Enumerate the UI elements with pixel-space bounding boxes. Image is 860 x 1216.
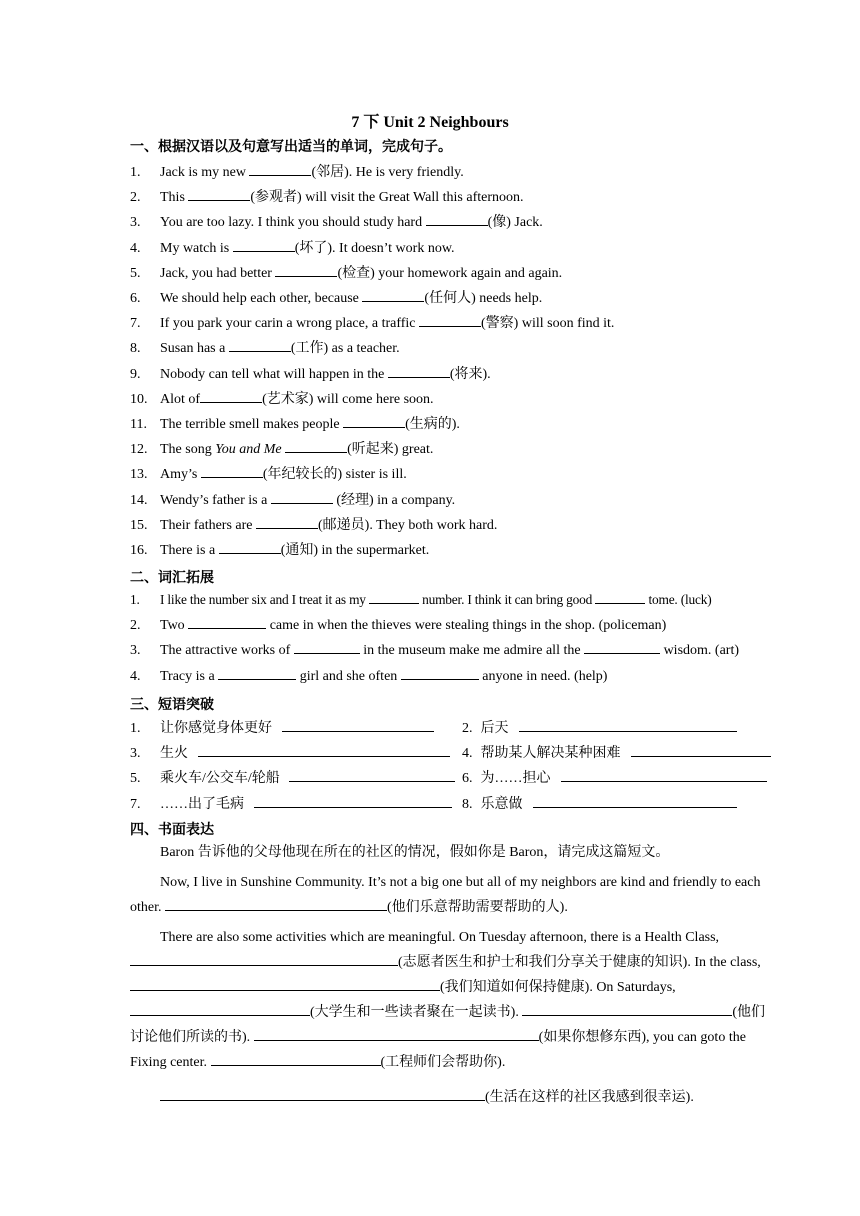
answer-blank[interactable] xyxy=(218,667,296,680)
question-number: 11. xyxy=(130,417,147,432)
question-row xyxy=(130,287,542,307)
question-row xyxy=(130,539,429,559)
answer-blank[interactable] xyxy=(200,390,262,403)
answer-blank[interactable] xyxy=(165,898,387,911)
answer-blank[interactable] xyxy=(219,541,281,554)
question-hint: (邻居). He is very friendly. xyxy=(311,165,464,180)
writing-paragraph-2 xyxy=(130,925,770,1075)
vocab-row xyxy=(130,667,607,685)
question-hint: (检查) your homework again and again. xyxy=(337,265,563,281)
p2-text: There are also some activities which are meaningful. On Tuesday afternoon, there is a Health Class, xyxy=(160,930,720,945)
question-row xyxy=(130,463,407,483)
question-hint: (任何人) needs help. xyxy=(424,291,543,306)
question-text: If you park your carin a wrong place, a traffic xyxy=(160,316,420,332)
question-number: 5. xyxy=(130,771,141,787)
answer-blank[interactable] xyxy=(401,667,479,680)
p2-hint: (我们知道如何保持健康). On Saturdays, xyxy=(440,980,676,995)
p2-hint: (如果你想修东西), you can goto the Fixing center. xyxy=(130,1030,746,1070)
question-text: number. I think it can bring good xyxy=(418,592,596,607)
question-row xyxy=(130,337,400,357)
answer-blank[interactable] xyxy=(130,1003,310,1016)
answer-blank[interactable] xyxy=(188,616,266,629)
answer-blank[interactable] xyxy=(388,365,450,378)
question-number: 9. xyxy=(130,366,141,382)
question-row xyxy=(130,363,491,383)
phrase-item xyxy=(462,742,771,762)
answer-blank[interactable] xyxy=(369,591,419,604)
song-title: You and Me xyxy=(215,442,282,458)
answer-blank[interactable] xyxy=(211,1053,381,1066)
question-hint: (参观者) will visit the Great Wall this afternoon. xyxy=(250,190,524,206)
question-row xyxy=(130,489,455,509)
answer-blank[interactable] xyxy=(201,465,263,478)
phrase-text: 后天 xyxy=(480,721,509,736)
question-number: 2. xyxy=(130,190,141,206)
question-text: Amy’s xyxy=(160,467,201,483)
question-number: 3. xyxy=(130,643,141,659)
question-row xyxy=(130,388,434,408)
question-text: Tracy is a xyxy=(160,668,219,684)
answer-blank[interactable] xyxy=(343,415,405,428)
phrase-text: 生火 xyxy=(160,746,188,762)
answer-blank[interactable] xyxy=(254,1028,539,1041)
question-text: Wendy’s father is a xyxy=(160,492,271,508)
question-hint: (听起来) great. xyxy=(347,442,434,458)
question-text: Their fathers are xyxy=(160,517,256,533)
question-number: 15. xyxy=(130,517,148,533)
question-hint: (工作) as a teacher. xyxy=(290,341,400,357)
phrase-item xyxy=(462,793,737,813)
answer-blank[interactable] xyxy=(419,314,481,327)
question-hint: (警察) will soon find it. xyxy=(481,316,615,332)
phrase-text: ……出了毛病 xyxy=(160,796,244,812)
question-text: I like the number six and I treat it as my xyxy=(160,592,369,607)
section-heading-2: 二、词汇拓展 xyxy=(130,570,214,586)
question-text: Jack, you had better xyxy=(160,265,276,281)
question-number: 2. xyxy=(462,721,473,736)
section-heading-1: 一、根据汉语以及句意写出适当的单词，完成句子。 xyxy=(130,139,452,155)
answer-blank[interactable] xyxy=(130,953,398,966)
question-text: The attractive works of xyxy=(160,643,294,659)
question-text: We should help each other, because xyxy=(160,291,363,306)
question-text: in the museum make me admire all the xyxy=(359,643,585,659)
p3-hint: (生活在这样的社区我感到很幸运). xyxy=(485,1090,694,1105)
answer-blank[interactable] xyxy=(198,744,450,757)
question-text: Nobody can tell what will happen in the xyxy=(160,366,388,382)
writing-paragraph-1 xyxy=(130,870,770,920)
question-text: Susan has a xyxy=(160,341,229,357)
answer-blank[interactable] xyxy=(595,591,645,604)
answer-blank[interactable] xyxy=(584,641,660,654)
question-text: tome. (luck) xyxy=(645,592,712,607)
question-number: 4. xyxy=(130,240,141,256)
question-number: 3. xyxy=(130,746,141,762)
question-row xyxy=(130,514,497,534)
question-number: 4. xyxy=(130,668,141,684)
phrase-text: 乘火车/公交车/轮船 xyxy=(160,771,280,787)
question-number: 6. xyxy=(462,771,473,787)
question-hint: (通知) in the supermarket. xyxy=(280,543,430,558)
p2-hint: (工程师们会帮助你). xyxy=(380,1055,506,1070)
question-text: Two xyxy=(160,618,189,634)
question-number: 3. xyxy=(130,215,141,231)
question-row xyxy=(130,262,562,282)
question-text: The terrible smell makes people xyxy=(160,417,344,432)
answer-blank[interactable] xyxy=(130,978,440,991)
answer-blank[interactable] xyxy=(533,795,737,808)
phrase-item xyxy=(130,793,452,813)
question-text: You are too lazy. I think you should study hard xyxy=(160,215,426,231)
page-title: 7 下 Unit 2 Neighbours xyxy=(351,114,509,131)
answer-blank[interactable] xyxy=(294,641,360,654)
vocab-row xyxy=(130,641,739,659)
question-number: 4. xyxy=(462,746,473,762)
answer-blank[interactable] xyxy=(233,239,295,252)
question-row xyxy=(130,186,524,206)
phrase-text: 乐意做 xyxy=(480,796,523,812)
phrase-item xyxy=(130,767,455,787)
answer-blank[interactable] xyxy=(289,769,455,782)
phrase-item xyxy=(462,767,767,787)
p1-hint: (他们乐意帮助需要帮助的人). xyxy=(387,900,568,915)
question-hint: (年纪较长的) sister is ill. xyxy=(262,467,407,483)
section-heading-4: 四、书面表达 xyxy=(130,822,214,838)
writing-intro xyxy=(130,840,770,865)
p2-hint: (志愿者医生和护士和我们分享关于健康的知识). In the class, xyxy=(398,955,761,970)
phrase-item xyxy=(130,742,450,762)
answer-blank[interactable] xyxy=(561,769,767,782)
phrase-item xyxy=(130,717,434,737)
question-row xyxy=(130,413,460,433)
question-number: 12. xyxy=(130,442,148,458)
question-row xyxy=(130,438,433,458)
question-row xyxy=(130,312,614,332)
question-number: 2. xyxy=(130,618,141,634)
question-hint: (将来). xyxy=(449,366,491,382)
question-number: 8. xyxy=(462,796,473,812)
question-hint: (艺术家) will come here soon. xyxy=(262,391,434,407)
question-hint: (像) Jack. xyxy=(487,215,543,231)
question-text: wisdom. (art) xyxy=(660,643,739,659)
answer-blank[interactable] xyxy=(519,719,737,732)
answer-blank[interactable] xyxy=(254,795,452,808)
question-number: 5. xyxy=(130,265,141,281)
answer-blank[interactable] xyxy=(285,440,347,453)
answer-blank[interactable] xyxy=(362,289,424,302)
question-number: 14. xyxy=(130,492,148,508)
answer-blank[interactable] xyxy=(282,719,434,732)
vocab-row xyxy=(130,616,666,634)
question-number: 1. xyxy=(130,165,141,180)
question-number: 16. xyxy=(130,543,148,558)
question-number: 1. xyxy=(130,721,141,736)
answer-blank[interactable] xyxy=(249,163,311,176)
question-number: 13. xyxy=(130,467,148,483)
answer-blank[interactable] xyxy=(522,1003,732,1016)
answer-blank[interactable] xyxy=(426,213,488,226)
question-text: Jack is my new xyxy=(160,165,250,180)
answer-blank[interactable] xyxy=(631,744,771,757)
answer-blank[interactable] xyxy=(188,188,250,201)
phrase-text: 为……担心 xyxy=(480,771,551,787)
question-row xyxy=(130,237,455,257)
answer-blank[interactable] xyxy=(229,339,291,352)
answer-blank[interactable] xyxy=(271,491,333,504)
question-text: This xyxy=(160,190,189,206)
question-text: My watch is xyxy=(160,240,233,256)
question-hint: (坏了). It doesn’t work now. xyxy=(294,240,455,256)
question-text: The song xyxy=(160,442,216,458)
question-number: 1. xyxy=(130,592,140,607)
question-text: came in when the thieves were stealing things in the shop. (policeman) xyxy=(266,618,667,634)
question-hint: (经理) in a company. xyxy=(332,492,456,508)
question-text: Alot of xyxy=(160,391,201,407)
question-number: 6. xyxy=(130,291,141,306)
writing-paragraph-3 xyxy=(130,1085,770,1110)
question-text: There is a xyxy=(160,543,219,558)
p2-hint: (大学生和一些读者聚在一起读书). xyxy=(310,1005,523,1020)
answer-blank[interactable] xyxy=(275,264,337,277)
question-number: 7. xyxy=(130,316,141,332)
answer-blank[interactable] xyxy=(160,1088,485,1101)
question-hint: (邮递员). They both work hard. xyxy=(318,517,498,533)
question-number: 8. xyxy=(130,341,141,357)
phrase-text: 帮助某人解决某种困难 xyxy=(480,746,621,762)
question-text: anyone in need. (help) xyxy=(478,668,608,684)
question-number: 10. xyxy=(130,391,148,407)
p1-text: Now, I live in Sunshine Community. It’s not a big one but all of my neighbors are kind and friendly to each other. xyxy=(130,875,761,915)
question-row xyxy=(130,161,464,181)
phrase-item xyxy=(462,717,737,737)
intro-text: Baron 告诉他的父母他现在所在的社区的情况，假如你是 Baron，请完成这篇短文。 xyxy=(160,845,670,860)
question-hint: (生病的). xyxy=(405,417,460,432)
p2-hint: (他们讨论他们所读的书). xyxy=(130,1005,765,1045)
question-number: 7. xyxy=(130,796,141,812)
phrase-text: 让你感觉身体更好 xyxy=(160,721,272,736)
vocab-row xyxy=(130,591,712,608)
question-row xyxy=(130,211,543,231)
question-text: girl and she often xyxy=(296,668,401,684)
answer-blank[interactable] xyxy=(256,516,318,529)
section-heading-3: 三、短语突破 xyxy=(130,697,214,713)
